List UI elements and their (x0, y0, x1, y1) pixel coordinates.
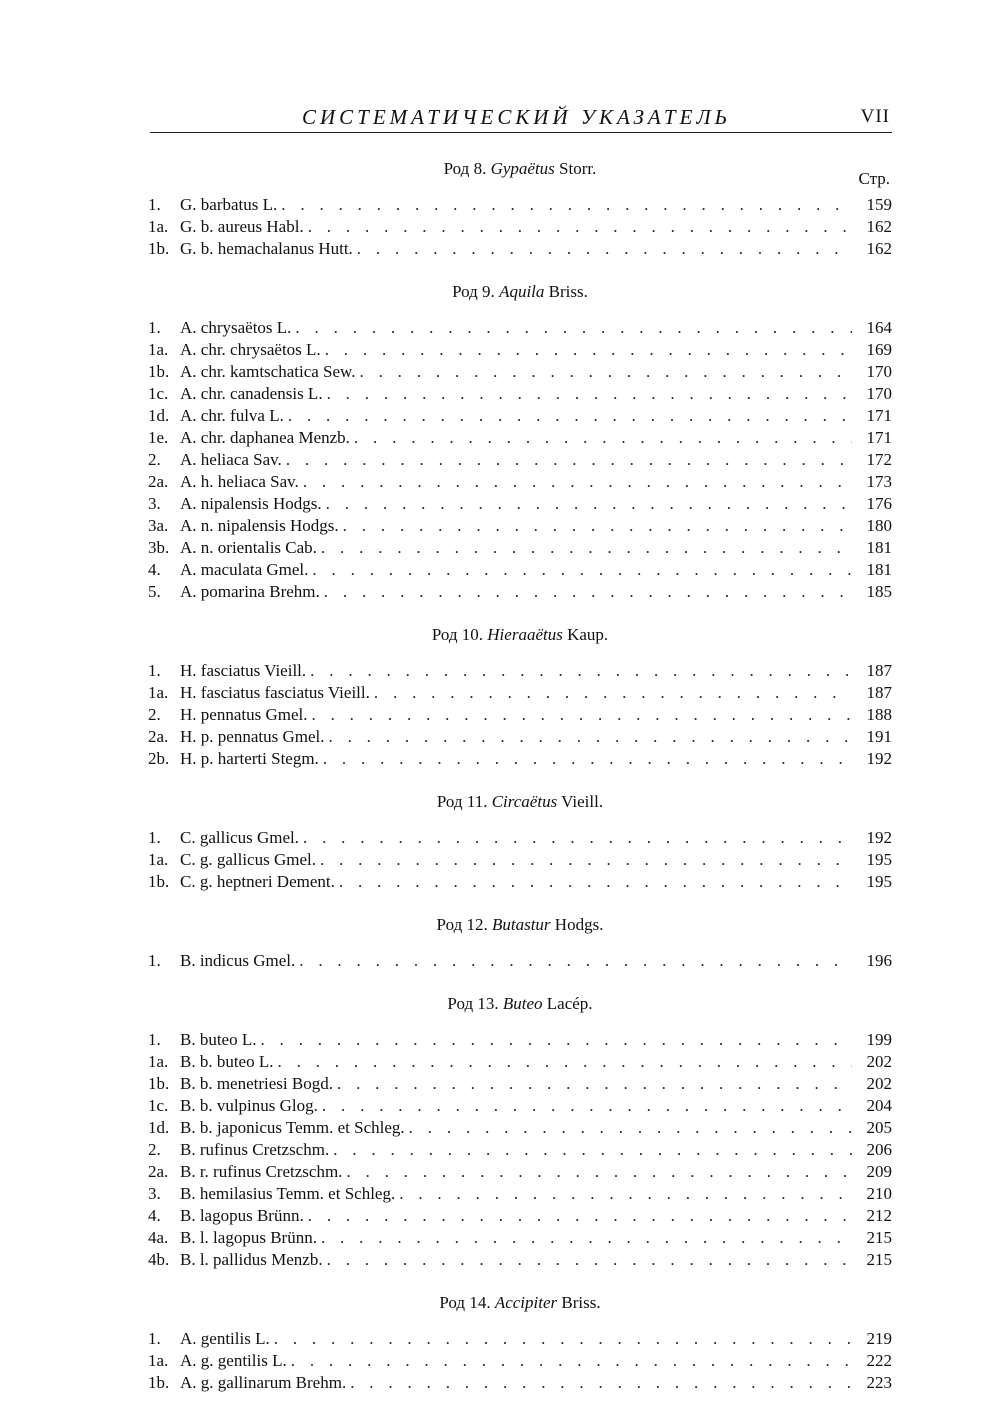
page-column-label: Стр. (858, 169, 890, 188)
entry-number: 4. (148, 560, 161, 579)
entry-page: 159 (866, 195, 892, 214)
entry-page: 172 (866, 450, 892, 469)
entry-name: A. chr. fulva L. (180, 406, 284, 425)
index-content (148, 152, 892, 1394)
genus-name: Butastur (491, 915, 551, 934)
index-entry (148, 537, 892, 559)
entry-page: 192 (866, 828, 892, 847)
genus-author: Vieill. (561, 792, 604, 811)
genus-section (148, 618, 892, 785)
entry-page: 171 (866, 406, 892, 425)
genus-heading (148, 908, 892, 950)
entry-page: 170 (866, 362, 892, 381)
entry-number: 4. (148, 1206, 161, 1225)
dot-leader (337, 1073, 852, 1095)
header-rule (150, 132, 892, 133)
dot-leader (354, 427, 852, 449)
entry-page: 192 (866, 749, 892, 768)
entry-name: A. n. nipalensis Hodgs. (180, 516, 339, 535)
entry-name: B. hemilasius Temm. et Schleg. (180, 1184, 396, 1203)
index-entry (148, 361, 892, 383)
entry-number: 4a. (148, 1228, 169, 1247)
entry-number: 1d. (148, 1118, 170, 1137)
genus-name: Hieraaëtus (487, 625, 563, 644)
dot-leader (325, 339, 852, 361)
index-entry (148, 449, 892, 471)
index-entry (148, 1183, 892, 1205)
section-gap (148, 1271, 892, 1286)
dot-leader (409, 1117, 852, 1139)
entry-page: 181 (866, 538, 892, 557)
entry-name: A. chrysaëtos L. (180, 318, 292, 337)
entry-page: 215 (866, 1250, 892, 1269)
entry-name: H. fasciatus fasciatus Vieill. (180, 683, 370, 702)
entry-number: 1a. (148, 340, 169, 359)
entry-number: 1. (148, 195, 161, 214)
genus-heading (148, 275, 892, 317)
entry-page: 219 (866, 1329, 892, 1348)
genus-name: Accipiter (494, 1293, 558, 1312)
entry-page: 196 (866, 951, 892, 970)
entry-page: 164 (866, 318, 892, 337)
genus-name: Gypaëtus (490, 159, 555, 178)
genus-section (148, 785, 892, 908)
genus-prefix: Род 14. (439, 1293, 491, 1312)
entry-number: 1b. (148, 362, 170, 381)
index-entry (148, 1117, 892, 1139)
entry-name: A. chr. daphanea Menzb. (180, 428, 350, 447)
entry-page: 162 (866, 239, 892, 258)
dot-leader (350, 1372, 852, 1394)
entry-name: B. b. japonicus Temm. et Schleg. (180, 1118, 405, 1137)
entry-page: 210 (866, 1184, 892, 1203)
genus-author: Hodgs. (554, 915, 604, 934)
page-number: VII (860, 106, 890, 127)
entry-page: 176 (866, 494, 892, 513)
section-gap (148, 972, 892, 987)
index-entry (148, 405, 892, 427)
dot-leader (281, 194, 852, 216)
dot-leader (299, 950, 852, 972)
index-entry (148, 871, 892, 893)
entry-number: 1a. (148, 850, 169, 869)
entry-name: A. chr. canadensis L. (180, 384, 323, 403)
entry-number: 2b. (148, 749, 170, 768)
index-entry (148, 1227, 892, 1249)
genus-heading (148, 1286, 892, 1328)
entry-number: 1. (148, 828, 161, 847)
entry-number: 2. (148, 1140, 161, 1159)
entry-number: 1d. (148, 406, 170, 425)
index-entry (148, 1139, 892, 1161)
index-entry (148, 317, 892, 339)
index-entry (148, 660, 892, 682)
entry-page: 187 (866, 661, 892, 680)
entry-number: 3a. (148, 516, 169, 535)
entry-name: H. pennatus Gmel. (180, 705, 308, 724)
entry-name: G. b. hemachalanus Hutt. (180, 239, 353, 258)
entry-page: 223 (866, 1373, 892, 1392)
dot-leader (328, 726, 852, 748)
genus-author: Briss. (548, 282, 588, 301)
entry-number: 1a. (148, 1351, 169, 1370)
entry-number: 1e. (148, 428, 169, 447)
entry-page: 169 (866, 340, 892, 359)
dot-leader (323, 748, 852, 770)
entry-page: 215 (866, 1228, 892, 1247)
entry-name: H. p. pennatus Gmel. (180, 727, 325, 746)
page-header (150, 102, 890, 132)
genus-section (148, 275, 892, 618)
index-entry (148, 471, 892, 493)
entry-number: 1c. (148, 1096, 169, 1115)
index-entry (148, 1350, 892, 1372)
genus-section (148, 987, 892, 1286)
entry-name: B. indicus Gmel. (180, 951, 296, 970)
index-entry (148, 704, 892, 726)
dot-leader (359, 361, 852, 383)
dot-leader (321, 537, 852, 559)
entry-number: 3b. (148, 538, 170, 557)
genus-heading (148, 987, 892, 1029)
genus-name: Buteo (502, 994, 543, 1013)
section-gap (148, 893, 892, 908)
dot-leader (327, 383, 852, 405)
genus-section (148, 1286, 892, 1394)
entry-page: 209 (866, 1162, 892, 1181)
dot-leader (326, 493, 852, 515)
genus-heading (148, 618, 892, 660)
entry-name: A. g. gentilis L. (180, 1351, 287, 1370)
dot-leader (274, 1328, 852, 1350)
entry-page: 222 (866, 1351, 892, 1370)
section-gap (148, 603, 892, 618)
entry-page: 195 (866, 872, 892, 891)
entry-number: 1. (148, 661, 161, 680)
entry-page: 205 (866, 1118, 892, 1137)
index-entry (148, 339, 892, 361)
genus-heading (148, 152, 892, 194)
entry-name: B. b. vulpinus Glog. (180, 1096, 318, 1115)
entry-name: A. g. gallinarum Brehm. (180, 1373, 347, 1392)
entry-name: B. rufinus Cretzschm. (180, 1140, 330, 1159)
index-entry (148, 950, 892, 972)
dot-leader (399, 1183, 852, 1205)
entry-name: B. l. pallidus Menzb. (180, 1250, 323, 1269)
entry-number: 1. (148, 318, 161, 337)
dot-leader (310, 660, 852, 682)
index-entry (148, 748, 892, 770)
dot-leader (321, 1227, 852, 1249)
entry-number: 1a. (148, 217, 169, 236)
genus-prefix: Род 10. (431, 625, 484, 644)
genus-section (148, 152, 892, 275)
entry-name: B. r. rufinus Cretzschm. (180, 1162, 343, 1181)
entry-name: A. chr. kamtschatica Sew. (180, 362, 356, 381)
index-entry (148, 1051, 892, 1073)
entry-number: 4b. (148, 1250, 170, 1269)
dot-leader (339, 871, 852, 893)
dot-leader (311, 704, 852, 726)
entry-page: 202 (866, 1052, 892, 1071)
entry-number: 1b. (148, 239, 170, 258)
dot-leader (308, 1205, 852, 1227)
index-entry (148, 1029, 892, 1051)
entry-name: A. h. heliaca Sav. (180, 472, 299, 491)
index-entry (148, 383, 892, 405)
dot-leader (261, 1029, 853, 1051)
entry-page: 204 (866, 1096, 892, 1115)
index-entry (148, 427, 892, 449)
entry-number: 2a. (148, 727, 169, 746)
dot-leader (327, 1249, 852, 1271)
entry-name: H. fasciatus Vieill. (180, 661, 307, 680)
entry-number: 2a. (148, 472, 169, 491)
entry-name: A. n. orientalis Cab. (180, 538, 317, 557)
entry-page: 185 (866, 582, 892, 601)
running-title: СИСТЕМАТИЧЕСКИЙ УКАЗАТЕЛЬ (302, 105, 732, 129)
entry-name: A. nipalensis Hodgs. (180, 494, 322, 513)
index-entry (148, 682, 892, 704)
genus-section (148, 908, 892, 987)
entry-page: 187 (866, 683, 892, 702)
entry-number: 1c. (148, 384, 169, 403)
genus-name: Aquila (499, 282, 545, 301)
entry-number: 1b. (148, 1074, 170, 1093)
entry-page: 206 (866, 1140, 892, 1159)
entry-page: 195 (866, 850, 892, 869)
dot-leader (322, 1095, 852, 1117)
entry-number: 5. (148, 582, 161, 601)
entry-name: A. maculata Gmel. (180, 560, 309, 579)
entry-number: 1b. (148, 872, 170, 891)
entry-name: B. b. buteo L. (180, 1052, 274, 1071)
dot-leader (278, 1051, 853, 1073)
index-entry (148, 1095, 892, 1117)
entry-page: 199 (866, 1030, 892, 1049)
entry-number: 1a. (148, 1052, 169, 1071)
index-entry (148, 493, 892, 515)
dot-leader (324, 581, 852, 603)
entry-name: A. pomarina Brehm. (180, 582, 320, 601)
index-entry (148, 1249, 892, 1271)
genus-prefix: Род 11. (436, 792, 488, 811)
entry-number: 2. (148, 450, 161, 469)
entry-name: C. g. gallicus Gmel. (180, 850, 316, 869)
entry-number: 1. (148, 951, 161, 970)
entry-name: G. b. aureus Habl. (180, 217, 304, 236)
index-entry (148, 194, 892, 216)
entry-number: 2a. (148, 1162, 169, 1181)
entry-number: 3. (148, 1184, 161, 1203)
entry-number: 1. (148, 1329, 161, 1348)
entry-number: 1b. (148, 1373, 170, 1392)
dot-leader (303, 471, 852, 493)
entry-page: 202 (866, 1074, 892, 1093)
dot-leader (333, 1139, 852, 1161)
index-entry (148, 726, 892, 748)
genus-prefix: Род 13. (447, 994, 499, 1013)
genus-author: Lacép. (546, 994, 593, 1013)
entry-page: 188 (866, 705, 892, 724)
genus-prefix: Род 8. (443, 159, 487, 178)
index-entry (148, 1328, 892, 1350)
dot-leader (320, 849, 852, 871)
entry-name: B. buteo L. (180, 1030, 257, 1049)
entry-page: 212 (866, 1206, 892, 1225)
entry-number: 1. (148, 1030, 161, 1049)
dot-leader (291, 1350, 852, 1372)
index-entry (148, 1161, 892, 1183)
index-entry (148, 1073, 892, 1095)
entry-number: 3. (148, 494, 161, 513)
genus-author: Storr. (559, 159, 597, 178)
genus-prefix: Род 12. (436, 915, 488, 934)
dot-leader (374, 682, 852, 704)
entry-page: 171 (866, 428, 892, 447)
dot-leader (286, 449, 852, 471)
entry-name: A. chr. chrysaëtos L. (180, 340, 321, 359)
entry-name: C. g. heptneri Dement. (180, 872, 335, 891)
genus-heading (148, 785, 892, 827)
dot-leader (308, 216, 852, 238)
entry-name: H. p. harterti Stegm. (180, 749, 319, 768)
entry-page: 180 (866, 516, 892, 535)
index-entry (148, 1205, 892, 1227)
index-entry (148, 581, 892, 603)
dot-leader (288, 405, 852, 427)
entry-name: B. l. lagopus Brünn. (180, 1228, 317, 1247)
entry-page: 173 (866, 472, 892, 491)
index-entry (148, 827, 892, 849)
dot-leader (295, 317, 852, 339)
entry-page: 170 (866, 384, 892, 403)
index-entry (148, 216, 892, 238)
entry-name: G. barbatus L. (180, 195, 278, 214)
section-gap (148, 770, 892, 785)
index-entry (148, 1372, 892, 1394)
index-entry (148, 238, 892, 260)
entry-name: A. heliaca Sav. (180, 450, 282, 469)
index-entry (148, 515, 892, 537)
entry-page: 191 (866, 727, 892, 746)
entry-number: 2. (148, 705, 161, 724)
entry-page: 181 (866, 560, 892, 579)
dot-leader (357, 238, 852, 260)
entry-page: 162 (866, 217, 892, 236)
entry-name: B. lagopus Brünn. (180, 1206, 304, 1225)
index-entry (148, 559, 892, 581)
genus-prefix: Род 9. (452, 282, 495, 301)
genus-author: Kaup. (567, 625, 609, 644)
genus-name: Circaëtus (491, 792, 558, 811)
section-gap (148, 260, 892, 275)
entry-name: C. gallicus Gmel. (180, 828, 299, 847)
dot-leader (343, 515, 852, 537)
genus-author: Briss. (561, 1293, 601, 1312)
entry-name: B. b. menetriesi Bogd. (180, 1074, 333, 1093)
dot-leader (346, 1161, 852, 1183)
entry-number: 1a. (148, 683, 169, 702)
dot-leader (312, 559, 852, 581)
entry-name: A. gentilis L. (180, 1329, 270, 1348)
dot-leader (303, 827, 852, 849)
index-entry (148, 849, 892, 871)
